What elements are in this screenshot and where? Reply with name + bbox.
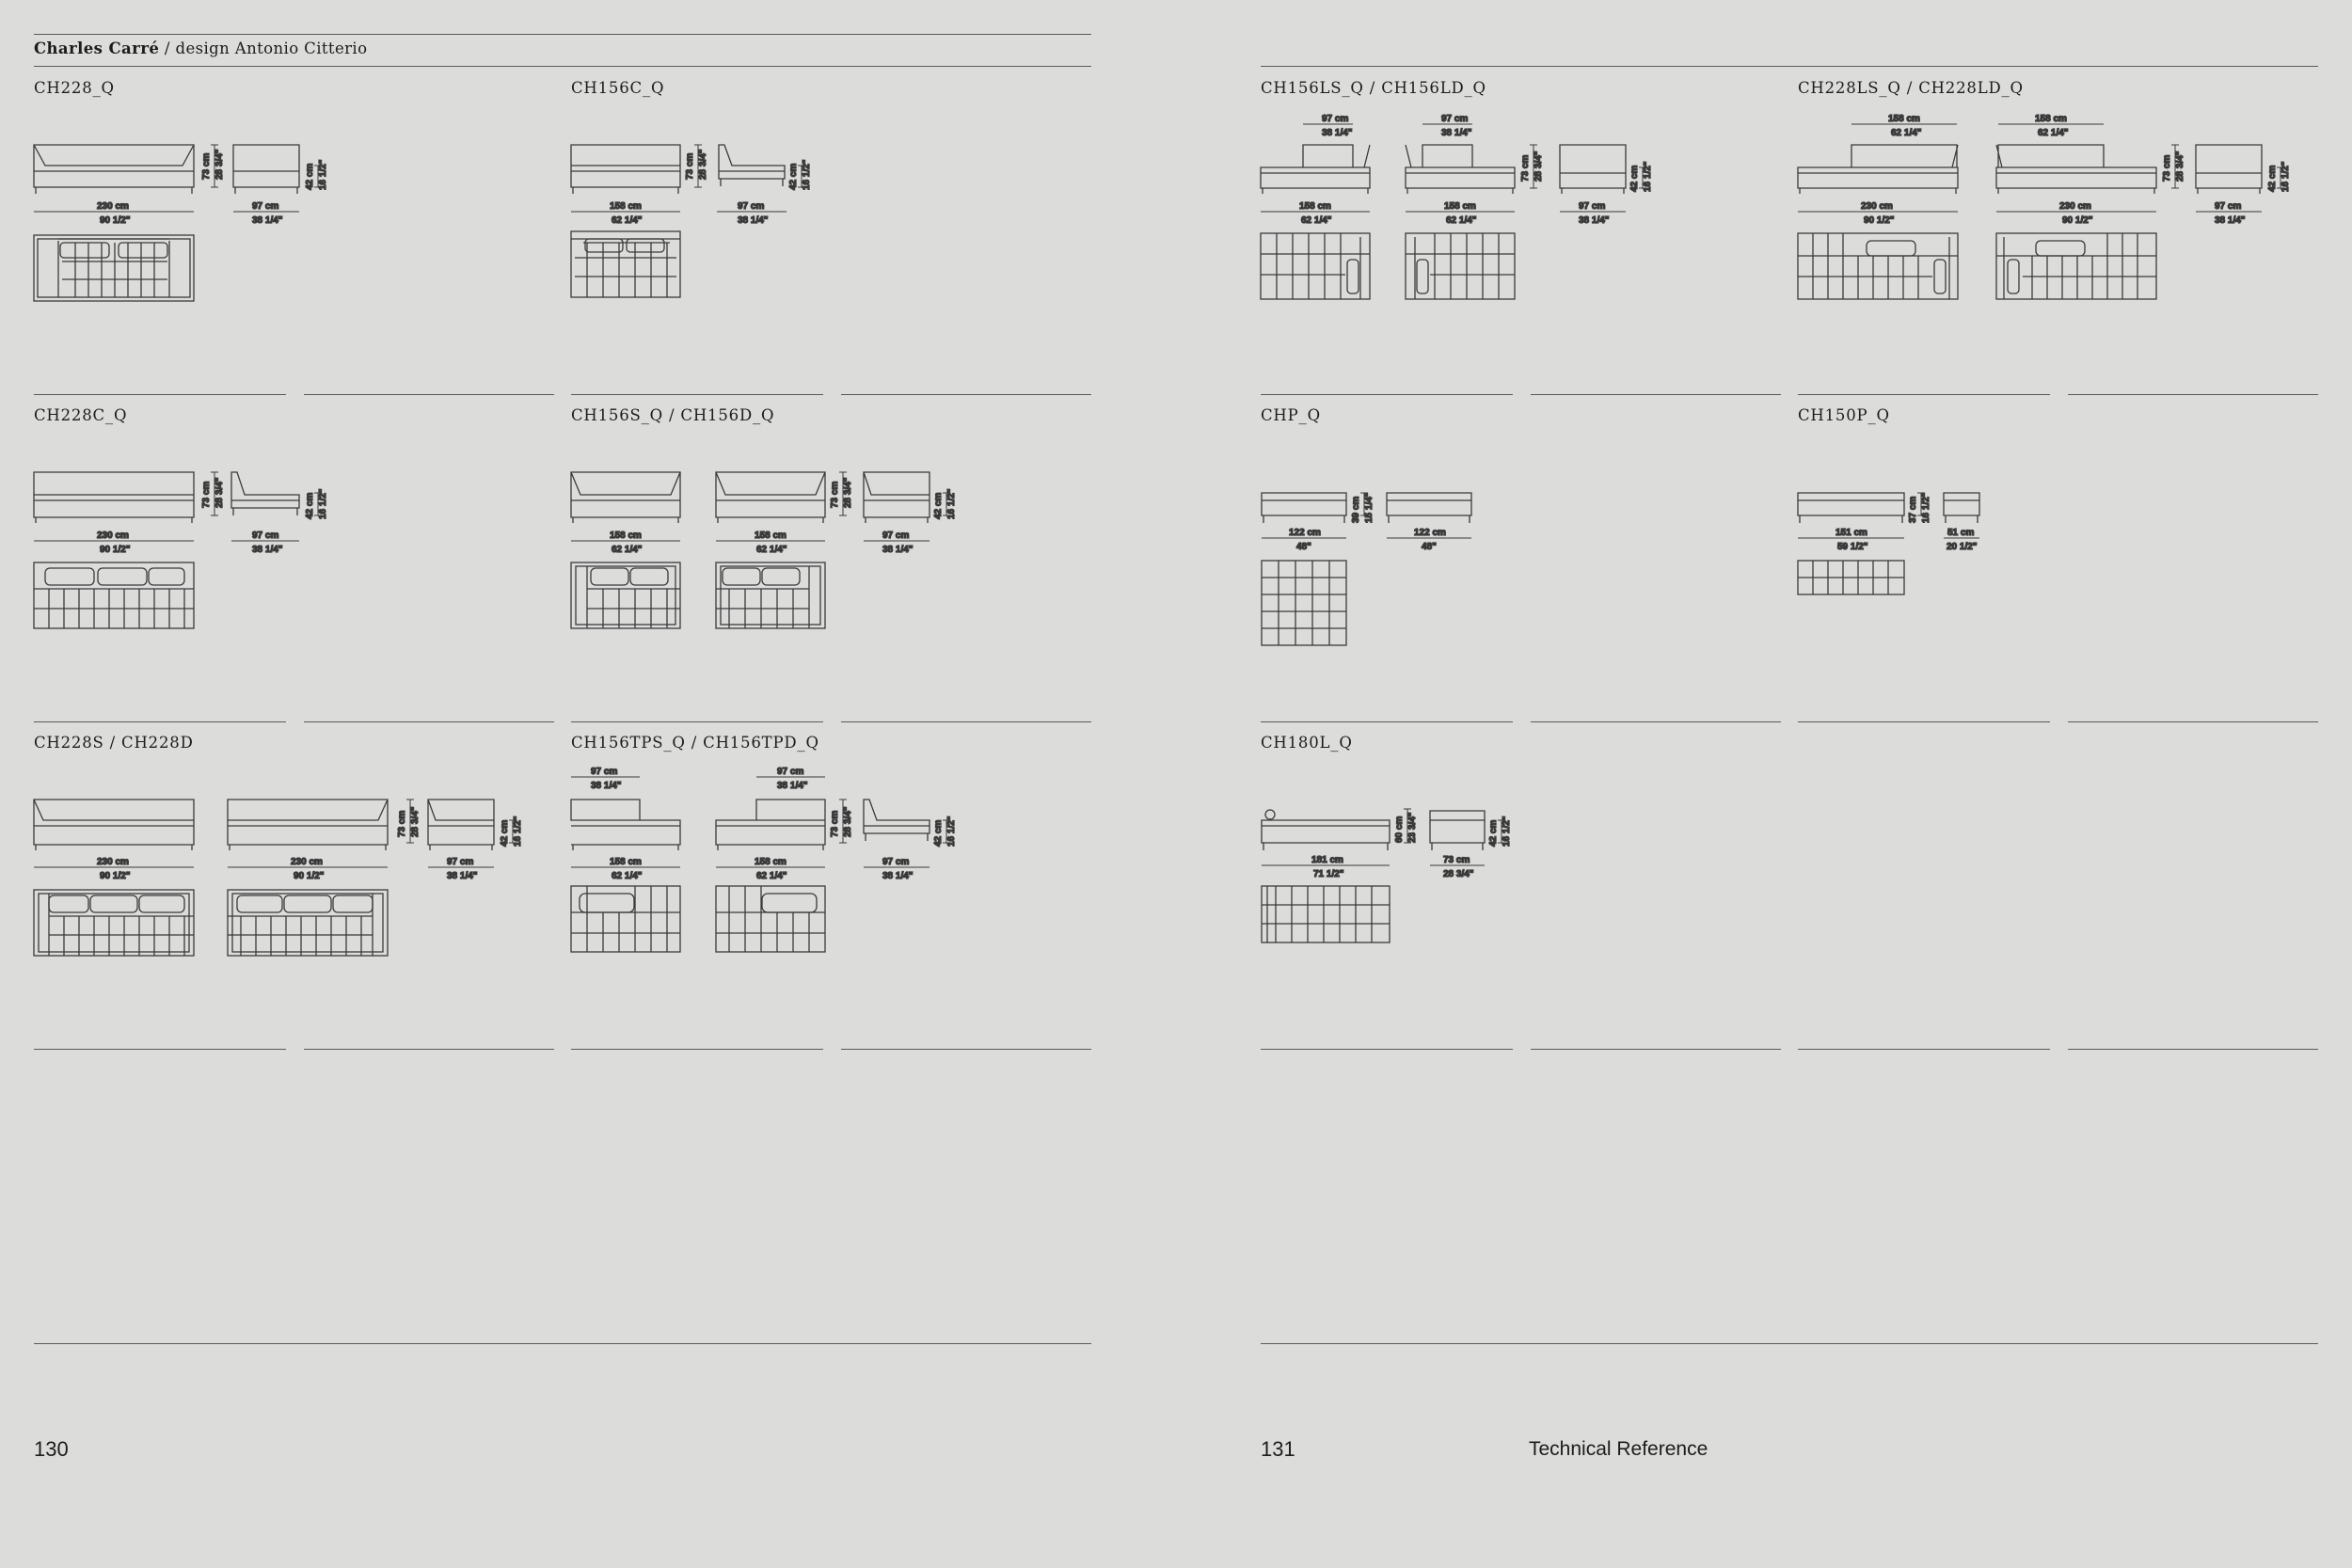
dim-depth-in: 38 1/4" <box>882 545 914 555</box>
dim-seat-in: 16 1/2" <box>2280 161 2291 192</box>
dim-width-in: 90 1/2" <box>1864 215 1895 226</box>
dim-depth-cm: 97 cm <box>252 531 279 541</box>
dim-width-cm: 158 cm <box>1299 201 1331 212</box>
dim-depth-cm: 51 cm <box>1947 528 1975 538</box>
dim-height-in: 28 3/4" <box>215 149 225 180</box>
dim-depth-cm: 97 cm <box>252 201 279 212</box>
dim-width-cm: 122 cm <box>1289 528 1321 538</box>
dim-width-in: 59 1/2" <box>1837 542 1868 552</box>
dim-width-in: 62 1/4" <box>756 545 787 555</box>
dim-width-in: 90 1/2" <box>100 545 131 555</box>
drawing-ch156tps-tpd-q <box>571 767 957 952</box>
dim-seat-cm: 42 cm <box>305 492 315 519</box>
dim-width-in: 62 1/4" <box>1301 215 1332 226</box>
drawing-ch228-q <box>34 145 328 301</box>
drawing-ch156s-d-q <box>571 472 957 628</box>
dim-seat-in: 16 1/2" <box>318 488 328 519</box>
dim-seat-cm: 42 cm <box>2267 165 2278 192</box>
dim-depth-in: 48" <box>1422 542 1437 552</box>
dim-depth-cm: 97 cm <box>738 201 765 212</box>
dim-depth-in: 38 1/4" <box>882 871 914 881</box>
dim-height-in: 28 3/4" <box>843 806 853 837</box>
dim-seat-in: 16 1/2" <box>802 159 812 190</box>
model-code: CH156TPS_Q / CH156TPD_Q <box>571 734 819 752</box>
dim-width-cm: 151 cm <box>1836 528 1867 538</box>
dim-seat-in: 16 1/2" <box>318 159 328 190</box>
dim-width-cm: 158 cm <box>755 531 787 541</box>
dim-height-cm: 37 cm <box>1908 496 1918 523</box>
dim-height-in: 23 3/4" <box>1407 812 1418 843</box>
dim-depth-cm: 122 cm <box>1414 528 1446 538</box>
dim-width-cm: 158 cm <box>1444 201 1476 212</box>
dim-seat-in: 16 1/2" <box>1643 161 1653 192</box>
dim-width-in: 62 1/4" <box>1446 215 1477 226</box>
dim-height-cm: 60 cm <box>1394 816 1405 843</box>
dim-height-in: 16 1/2" <box>1921 492 1931 523</box>
dim-seat-in: 16 1/2" <box>1502 816 1512 847</box>
dim-height-cm: 73 cm <box>685 152 695 180</box>
model-code: CH156LS_Q / CH156LD_Q <box>1261 79 1486 97</box>
model-code: CH228LS_Q / CH228LD_Q <box>1798 79 2024 97</box>
dim-height-in: 28 3/4" <box>215 477 225 508</box>
drawing-ch180l-q <box>1262 809 1512 942</box>
collection-name: Charles Carré <box>34 40 160 57</box>
dim-width-in: 90 1/2" <box>100 871 131 881</box>
dim-width-cm: 158 cm <box>610 201 642 212</box>
dim-height-cm: 39 cm <box>1351 496 1361 523</box>
dim-seat-cm: 42 cm <box>1629 165 1640 192</box>
drawing-ch228ls-ld-q <box>1798 114 2291 299</box>
drawing-ch150p-q <box>1798 492 1979 594</box>
dim-width-cm: 158 cm <box>755 857 787 867</box>
footer-section-label: Technical Reference <box>1529 1438 1708 1460</box>
dim-height-in: 28 3/4" <box>2175 150 2185 182</box>
dim-depth-cm: 97 cm <box>447 857 474 867</box>
model-code: CHP_Q <box>1261 406 1321 424</box>
page-number-right: 131 <box>1261 1437 1295 1461</box>
dim-height-in: 15 1/4" <box>1364 492 1375 523</box>
drawing-ch228s-d <box>34 800 523 956</box>
dim-seat-cm: 42 cm <box>933 492 944 519</box>
dim-back-in: 38 1/4" <box>1322 128 1353 138</box>
dim-depth-cm: 97 cm <box>882 857 910 867</box>
dim-back-in: 38 1/4" <box>591 781 622 791</box>
dim-seat-cm: 42 cm <box>305 163 315 190</box>
dim-depth-in: 38 1/4" <box>738 215 769 226</box>
dim-seat-in: 16 1/2" <box>513 816 523 847</box>
dim-width-cm: 181 cm <box>1311 855 1343 865</box>
model-code: CH156S_Q / CH156D_Q <box>571 406 775 424</box>
drawing-chp-q <box>1262 492 1471 645</box>
dim-height-cm: 73 cm <box>830 810 840 837</box>
dim-depth-in: 38 1/4" <box>2215 215 2246 226</box>
dim-back-cm: 97 cm <box>777 767 804 777</box>
dim-height-cm: 73 cm <box>201 481 212 508</box>
dim-back-in: 62 1/4" <box>1891 128 1922 138</box>
dim-depth-in: 28 3/4" <box>1443 869 1474 879</box>
dim-width-cm: 230 cm <box>97 531 129 541</box>
dim-height-cm: 73 cm <box>830 481 840 508</box>
drawing-ch156c-q <box>571 145 812 297</box>
dim-back-in: 62 1/4" <box>2038 128 2069 138</box>
dim-height-cm: 73 cm <box>1520 154 1531 182</box>
dim-width-in: 62 1/4" <box>612 545 643 555</box>
dim-back-cm: 97 cm <box>591 767 618 777</box>
dim-height-cm: 73 cm <box>201 152 212 180</box>
dim-depth-in: 38 1/4" <box>1579 215 1610 226</box>
dim-back-cm: 97 cm <box>1322 114 1349 124</box>
dim-height-cm: 73 cm <box>2162 154 2172 182</box>
dim-depth-cm: 97 cm <box>2215 201 2242 212</box>
dim-back-cm: 158 cm <box>1888 114 1920 124</box>
dim-height-in: 28 3/4" <box>698 149 708 180</box>
dim-seat-cm: 42 cm <box>788 163 799 190</box>
dim-height-in: 28 3/4" <box>843 477 853 508</box>
dim-width-cm: 158 cm <box>610 857 642 867</box>
model-code: CH228S / CH228D <box>34 734 194 752</box>
dim-depth-in: 38 1/4" <box>447 871 478 881</box>
dim-back-cm: 97 cm <box>1441 114 1469 124</box>
dim-back-cm: 158 cm <box>2035 114 2067 124</box>
designer-credit: design Antonio Citterio <box>175 40 368 57</box>
dim-depth-in: 20 1/2" <box>1947 542 1978 552</box>
dim-height-cm: 73 cm <box>397 810 407 837</box>
model-code: CH180L_Q <box>1261 734 1353 752</box>
dim-back-in: 38 1/4" <box>777 781 808 791</box>
dim-seat-cm: 42 cm <box>1488 819 1499 847</box>
dim-depth-cm: 73 cm <box>1443 855 1470 865</box>
title-separator: / <box>159 40 176 57</box>
drawing-ch156ls-ld-q <box>1261 114 1653 299</box>
dim-width-cm: 230 cm <box>1861 201 1893 212</box>
model-code: CH228C_Q <box>34 406 128 424</box>
dim-width-cm: 230 cm <box>291 857 323 867</box>
dim-width-in: 90 1/2" <box>100 215 131 226</box>
dim-width-cm: 230 cm <box>97 201 129 212</box>
dim-width-in: 71 1/2" <box>1313 869 1344 879</box>
dim-depth-cm: 97 cm <box>882 531 910 541</box>
dim-width-in: 62 1/4" <box>612 215 643 226</box>
dim-seat-cm: 42 cm <box>500 819 510 847</box>
dim-width-cm: 230 cm <box>2059 201 2091 212</box>
dim-height-in: 28 3/4" <box>1534 150 1544 182</box>
dim-depth-in: 38 1/4" <box>252 215 283 226</box>
dim-width-in: 62 1/4" <box>756 871 787 881</box>
page-number-left: 130 <box>34 1437 69 1461</box>
dim-depth-cm: 97 cm <box>1579 201 1606 212</box>
dim-width-in: 90 1/2" <box>2062 215 2093 226</box>
dim-seat-cm: 42 cm <box>933 819 944 847</box>
dim-seat-in: 16 1/2" <box>946 816 957 847</box>
dim-width-cm: 158 cm <box>610 531 642 541</box>
model-code: CH156C_Q <box>571 79 665 97</box>
model-code: CH228_Q <box>34 79 115 97</box>
dim-seat-in: 16 1/2" <box>946 488 957 519</box>
dim-back-in: 38 1/4" <box>1441 128 1472 138</box>
dim-width-cm: 230 cm <box>97 857 129 867</box>
dim-depth-in: 38 1/4" <box>252 545 283 555</box>
dim-width-in: 90 1/2" <box>294 871 325 881</box>
dim-height-in: 28 3/4" <box>410 806 421 837</box>
model-code: CH150P_Q <box>1798 406 1890 424</box>
drawing-ch228c-q <box>34 472 328 628</box>
dim-width-in: 48" <box>1296 542 1311 552</box>
dim-width-in: 62 1/4" <box>612 871 643 881</box>
